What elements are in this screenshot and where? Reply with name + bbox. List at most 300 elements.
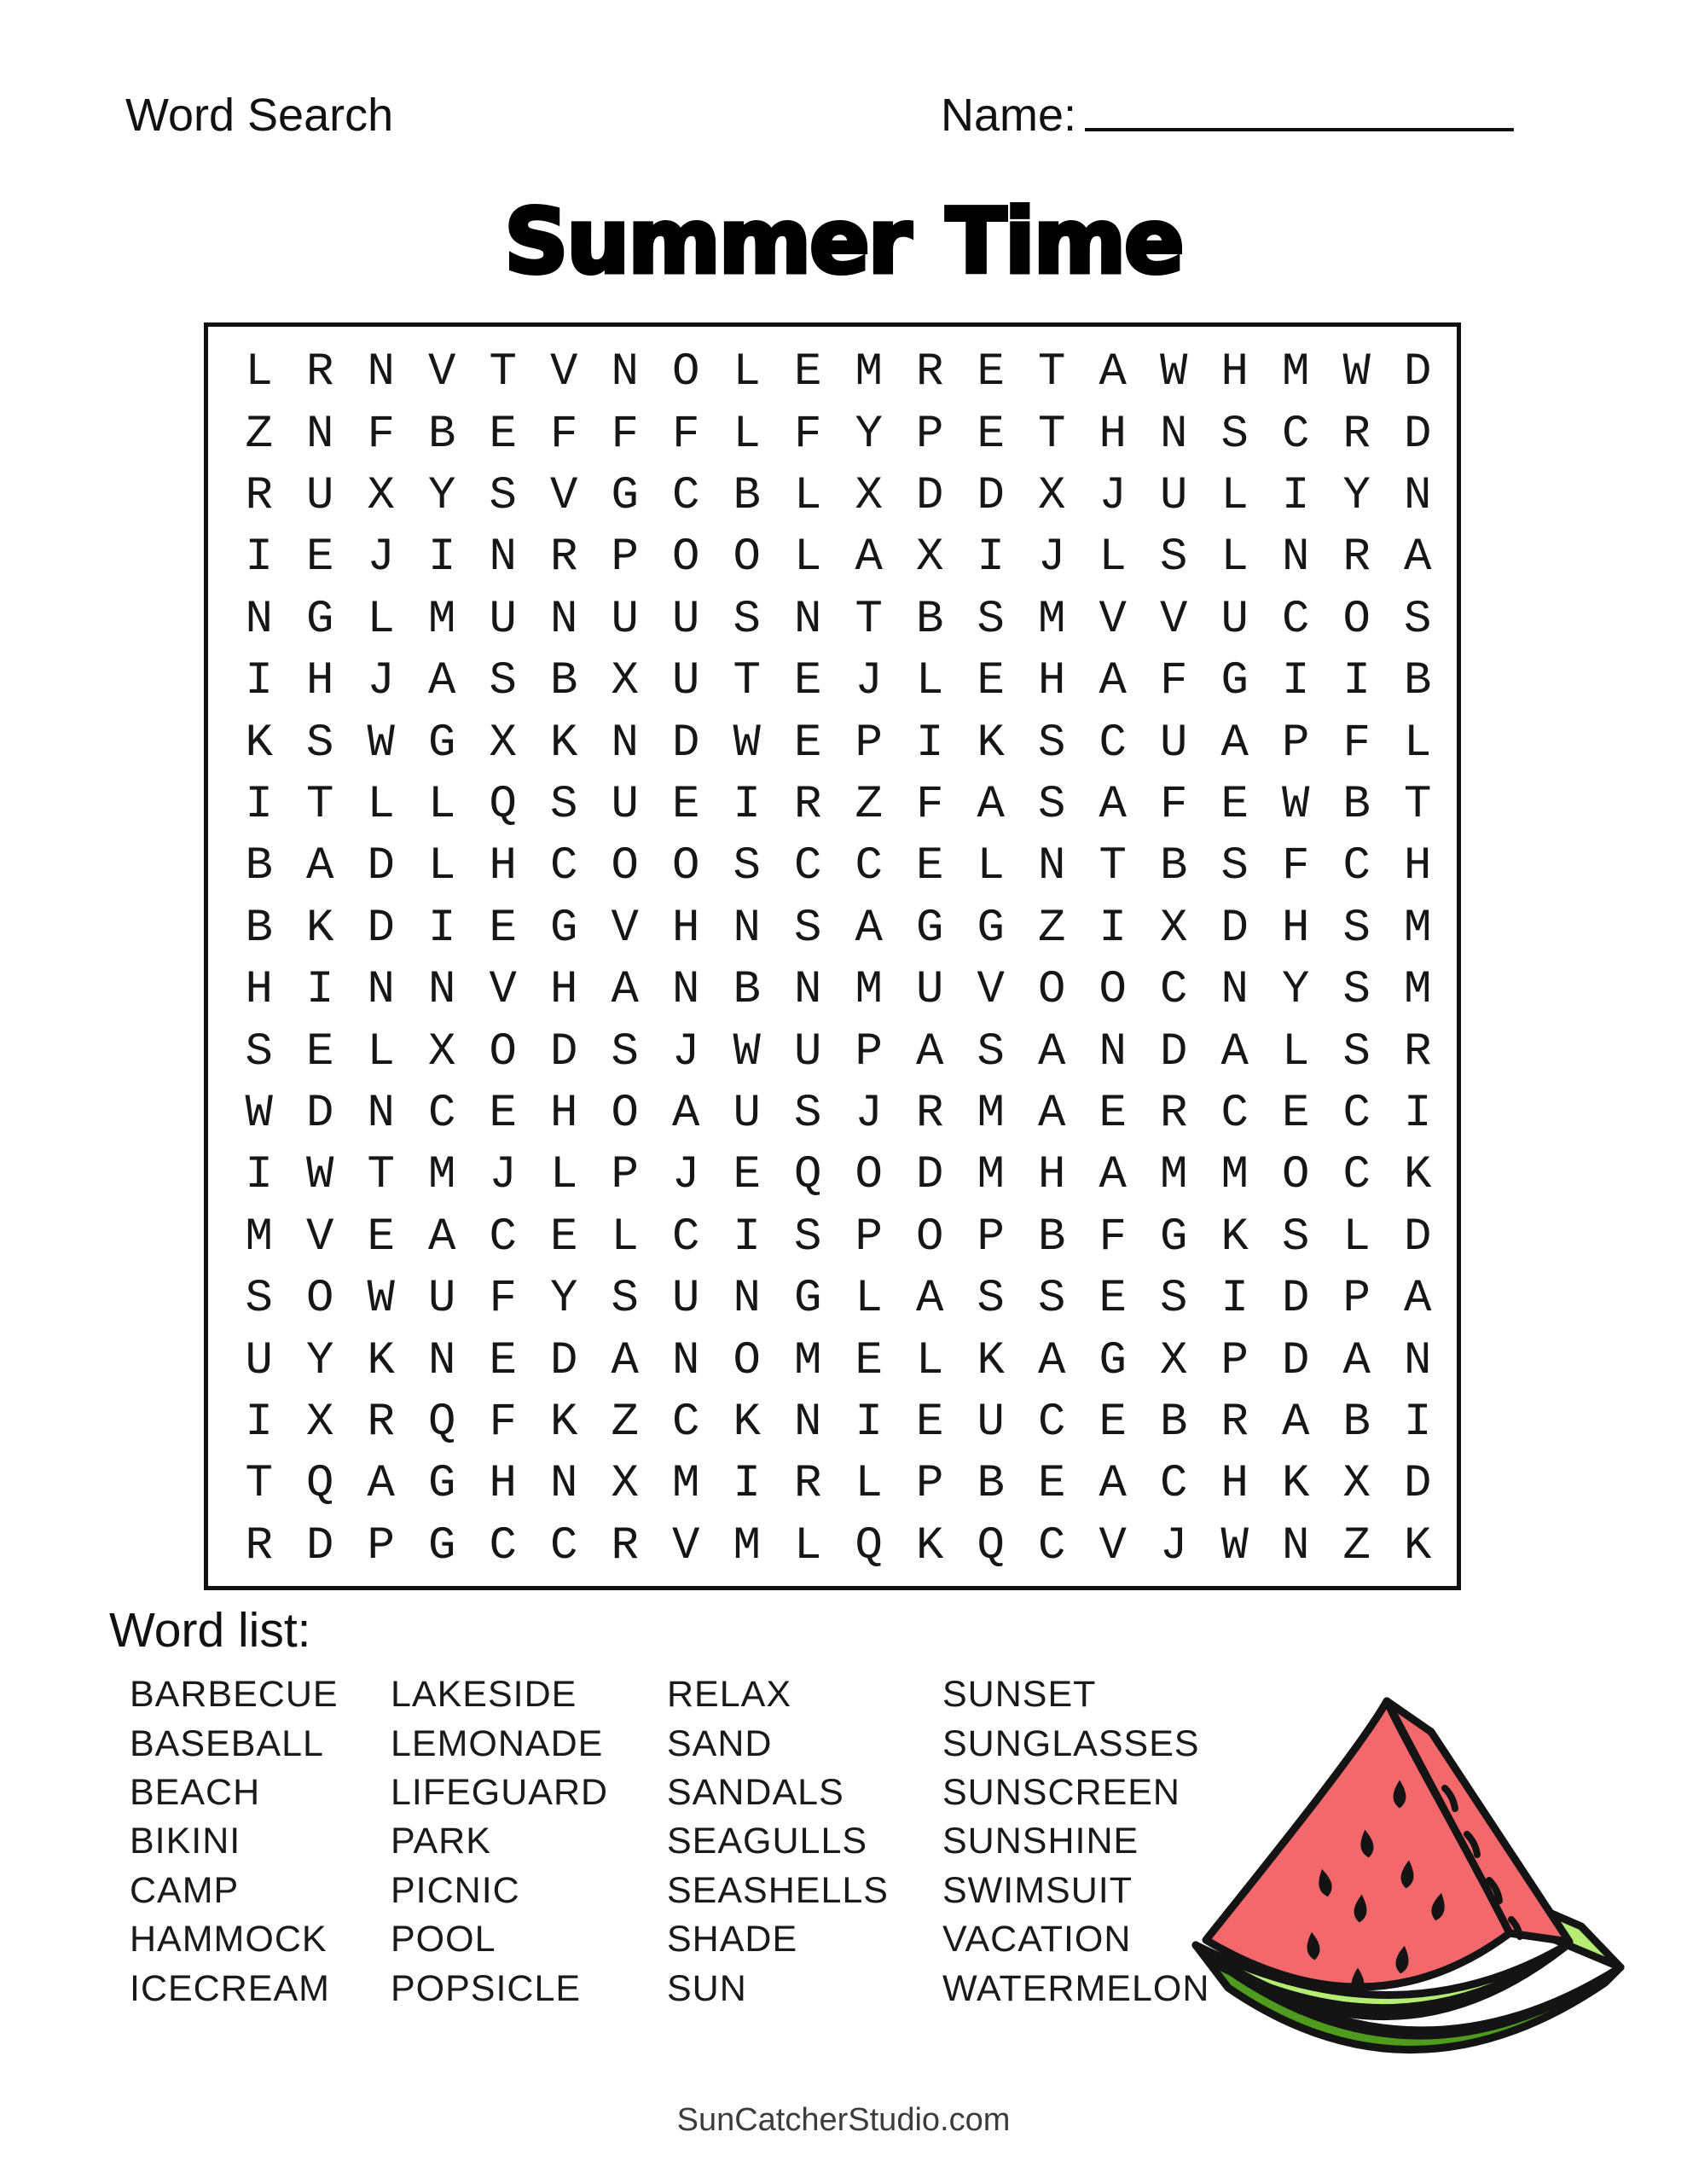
grid-letter: D [367,840,395,893]
grid-letter: K [1404,1519,1432,1572]
grid-letter: L [367,1025,395,1078]
grid-letter: F [489,1273,517,1326]
grid-letter: B [1404,655,1432,708]
grid-letter: S [1220,840,1249,893]
grid-letter: X [428,1025,456,1078]
grid-letter: Q [794,1149,822,1202]
grid-letter: L [794,531,822,584]
grid-letter: H [1282,902,1310,955]
grid-letter: O [1282,1149,1310,1202]
grid-letter: F [367,408,395,461]
grid-letter: R [794,778,822,831]
grid-letter: N [611,717,639,770]
grid-letter: E [916,1396,944,1449]
grid-letter: A [916,1273,944,1326]
grid-letter: F [1160,778,1188,831]
grid-letter: I [1220,1273,1249,1326]
grid-letter: L [916,655,944,708]
grid-letter: R [306,346,334,399]
grid-letter: R [611,1519,639,1572]
grid-letter: C [489,1211,517,1263]
grid-letter: C [672,1211,700,1263]
grid-letter: X [611,1458,639,1511]
grid-letter: H [1220,1458,1249,1511]
grid-letter: D [916,469,944,522]
grid-letter: X [1342,1458,1371,1511]
grid-letter: A [855,902,883,955]
grid-letter: U [794,1025,822,1078]
grid-letter: J [1038,531,1066,584]
grid-letter: G [428,1519,456,1572]
grid-letter: P [1282,717,1310,770]
word-list-item: PARK [391,1821,491,1862]
grid-letter: E [489,408,517,461]
grid-letter: P [1220,1334,1249,1387]
grid-letter: E [794,655,822,708]
grid-letter: B [1038,1211,1066,1263]
grid-letter: E [977,408,1005,461]
grid-letter: X [855,469,883,522]
grid-letter: E [794,346,822,399]
grid-letter: P [1342,1273,1371,1326]
grid-letter: M [1160,1149,1188,1202]
word-list-item: SEAGULLS [667,1821,868,1862]
grid-letter: P [611,531,639,584]
grid-letter: X [611,655,639,708]
grid-letter: U [428,1273,456,1326]
grid-letter: S [245,1025,273,1078]
grid-letter: T [1038,346,1066,399]
grid-letter: M [1404,964,1432,1017]
grid-letter: L [611,1211,639,1263]
grid-letter: I [428,902,456,955]
grid-letter: V [550,469,578,522]
grid-letter: R [245,1519,273,1572]
grid-letter: N [550,593,578,646]
grid-letter: N [550,1458,578,1511]
grid-letter: N [1220,964,1249,1017]
grid-letter: N [672,964,700,1017]
grid-letter: R [1404,1025,1432,1078]
grid-letter: S [977,1273,1005,1326]
grid-letter: A [367,1458,395,1511]
grid-letter: R [1342,408,1371,461]
grid-letter: Q [977,1519,1005,1572]
grid-letter: P [611,1149,639,1202]
grid-letter: I [733,1211,761,1263]
grid-letter: K [977,717,1005,770]
grid-letter: I [1404,1396,1432,1449]
grid-letter: D [1282,1273,1310,1326]
grid-letter: M [1282,346,1310,399]
grid-letter: K [1220,1211,1249,1263]
word-list-item: LAKESIDE [391,1674,577,1716]
grid-letter: T [1404,778,1432,831]
grid-letter: O [672,346,700,399]
grid-letter: D [367,902,395,955]
grid-letter: F [1099,1211,1127,1263]
name-fill-in-line [1085,128,1514,131]
grid-letter: V [977,964,1005,1017]
grid-letter: I [428,531,456,584]
grid-letter: L [1404,717,1432,770]
grid-letter: G [794,1273,822,1326]
grid-letter: N [672,1334,700,1387]
grid-letter: Q [489,778,517,831]
grid-letter: O [733,531,761,584]
grid-letter: Q [306,1458,334,1511]
grid-letter: C [1282,408,1310,461]
grid-letter: J [1160,1519,1188,1572]
grid-letter: W [1160,346,1188,399]
grid-letter: R [1342,531,1371,584]
grid-letter: S [1282,1211,1310,1263]
grid-letter: T [733,655,761,708]
grid-letter: E [977,346,1005,399]
grid-letter: E [1220,778,1249,831]
grid-letter: V [611,902,639,955]
grid-letter: F [550,408,578,461]
grid-letter: N [1099,1025,1127,1078]
grid-letter: G [977,902,1005,955]
grid-letter: K [550,717,578,770]
grid-letter: L [1342,1211,1371,1263]
grid-letter: Y [1282,964,1310,1017]
grid-letter: W [733,717,761,770]
grid-letter: Y [1342,469,1371,522]
grid-letter: I [733,1458,761,1511]
grid-letter: D [306,1087,334,1140]
grid-letter: A [1342,1334,1371,1387]
grid-letter: B [916,593,944,646]
grid-letter: I [245,1149,273,1202]
word-list-column [391,1670,608,2013]
grid-letter: T [367,1149,395,1202]
grid-letter: X [916,531,944,584]
grid-letter: N [306,408,334,461]
grid-letter: F [611,408,639,461]
grid-letter: X [1160,1334,1188,1387]
watermelon-slice-icon [1184,1687,1648,2056]
grid-letter: O [611,1087,639,1140]
grid-letter: N [428,1334,456,1387]
site-credit: SunCatcherStudio.com [676,2102,1011,2138]
grid-letter: C [855,840,883,893]
grid-letter: U [245,1334,273,1387]
grid-letter: M [733,1519,761,1572]
grid-letter: E [1282,1087,1310,1140]
word-list-column [130,1670,339,2013]
grid-letter: A [672,1087,700,1140]
grid-letter: N [733,1273,761,1326]
grid-letter: H [1099,408,1127,461]
grid-letter: S [550,778,578,831]
grid-letter: L [1099,531,1127,584]
grid-letter: L [855,1273,883,1326]
grid-letter: A [428,1211,456,1263]
grid-letter: B [1342,1396,1371,1449]
grid-letter: U [977,1396,1005,1449]
grid-letter: G [916,902,944,955]
grid-letter: I [245,778,273,831]
grid-letter: A [1099,1149,1127,1202]
grid-letter: R [1160,1087,1188,1140]
grid-letter: D [1282,1334,1310,1387]
word-list-item: BASEBALL [130,1722,324,1764]
grid-letter: F [1282,840,1310,893]
grid-letter: C [1342,1149,1371,1202]
grid-letter: C [672,469,700,522]
grid-letter: A [1099,346,1127,399]
grid-letter: K [550,1396,578,1449]
grid-letter: V [1099,1519,1127,1572]
grid-letter: T [306,778,334,831]
grid-letter: O [916,1211,944,1263]
grid-letter: N [1404,469,1432,522]
grid-letter: L [428,840,456,893]
grid-letter: S [794,1211,822,1263]
name-label: Name: [941,90,1077,141]
grid-letter: N [367,1087,395,1140]
grid-letter: M [855,964,883,1017]
grid-letter: P [855,717,883,770]
grid-letter: C [428,1087,456,1140]
grid-letter: S [977,1025,1005,1078]
word-list-item: PICNIC [391,1869,520,1911]
word-list-item: WATERMELON [942,1967,1210,2009]
grid-letter: U [611,593,639,646]
grid-letter: J [367,531,395,584]
grid-letter: Z [245,408,273,461]
grid-letter: N [428,964,456,1017]
grid-letter: S [1038,1273,1066,1326]
grid-letter: O [1099,964,1127,1017]
grid-letter: H [245,964,273,1017]
grid-letter: S [1342,964,1371,1017]
grid-letter: K [1404,1149,1432,1202]
grid-letter: C [1342,1087,1371,1140]
grid-letter: L [794,469,822,522]
grid-letter: G [306,593,334,646]
grid-letter: E [1038,1458,1066,1511]
word-list-item: RELAX [667,1674,792,1716]
grid-letter: B [245,840,273,893]
grid-letter: F [489,1396,517,1449]
grid-letter: H [1038,655,1066,708]
grid-letter: A [977,778,1005,831]
grid-letter: P [855,1211,883,1263]
grid-letter: O [672,840,700,893]
grid-letter: Z [1038,902,1066,955]
grid-letter: N [1282,1519,1310,1572]
grid-letter: W [306,1149,334,1202]
grid-letter: J [489,1149,517,1202]
word-list-item: POOL [391,1919,496,1960]
grid-letter: D [1160,1025,1188,1078]
grid-letter: C [1342,840,1371,893]
grid-letter: N [611,346,639,399]
grid-letter: J [855,655,883,708]
grid-letter: I [1342,655,1371,708]
grid-letter: M [1220,1149,1249,1202]
grid-letter: U [672,1273,700,1326]
word-list-item: SWIMSUIT [942,1869,1133,1911]
grid-letter: N [1404,1334,1432,1387]
grid-letter: N [794,1396,822,1449]
grid-letter: I [245,655,273,708]
grid-letter: C [550,840,578,893]
grid-letter: W [367,1273,395,1326]
grid-letter: S [1342,1025,1371,1078]
grid-letter: I [855,1396,883,1449]
doc-type-label: Word Search [125,90,394,141]
grid-letter: X [1038,469,1066,522]
grid-letter: Q [855,1519,883,1572]
grid-letter: W [1282,778,1310,831]
grid-letter: G [611,469,639,522]
grid-letter: A [428,655,456,708]
grid-letter: J [672,1149,700,1202]
grid-letter: L [367,593,395,646]
grid-letter: E [489,1334,517,1387]
grid-letter: A [916,1025,944,1078]
grid-letter: L [1220,469,1249,522]
grid-letter: E [672,778,700,831]
grid-letter: E [550,1211,578,1263]
grid-letter: I [1404,1087,1432,1140]
grid-letter: A [1220,1025,1249,1078]
grid-letter: T [489,346,517,399]
grid-letter: N [245,593,273,646]
grid-letter: B [428,408,456,461]
grid-letter: Z [611,1396,639,1449]
grid-letter: D [916,1149,944,1202]
grid-letter: B [245,902,273,955]
grid-letter: M [428,593,456,646]
grid-letter: M [245,1211,273,1263]
grid-letter: P [977,1211,1005,1263]
word-list-item: SUNSET [942,1674,1097,1716]
grid-letter: Y [855,408,883,461]
grid-letter: V [1160,593,1188,646]
grid-letter: O [733,1334,761,1387]
grid-letter: K [306,902,334,955]
grid-letter: S [1038,717,1066,770]
grid-letter: U [672,593,700,646]
grid-letter: V [306,1211,334,1263]
grid-letter: Y [550,1273,578,1326]
grid-letter: D [672,717,700,770]
grid-letter: C [672,1396,700,1449]
grid-letter: I [1099,902,1127,955]
grid-letter: F [1342,717,1371,770]
flesh-main-face [1206,1701,1510,1987]
grid-letter: O [855,1149,883,1202]
word-list-item: SEASHELLS [667,1869,889,1911]
grid-letter: E [855,1334,883,1387]
grid-letter: W [245,1087,273,1140]
grid-letter: I [916,717,944,770]
word-list-item: LIFEGUARD [391,1771,609,1813]
grid-letter: M [977,1087,1005,1140]
grid-letter: N [794,964,822,1017]
word-list-item: BARBECUE [130,1674,339,1716]
grid-letter: H [306,655,334,708]
word-list-item: SUN [667,1967,747,2009]
grid-letter: U [1160,717,1188,770]
grid-letter: C [1160,964,1188,1017]
grid-letter: R [794,1458,822,1511]
grid-letter: I [245,1396,273,1449]
grid-letter: U [1220,593,1249,646]
grid-letter: A [1404,531,1432,584]
word-list-column [942,1670,1209,2013]
grid-letter: C [550,1519,578,1572]
grid-letter: V [550,346,578,399]
grid-letter: I [977,531,1005,584]
grid-letter: C [1099,717,1127,770]
grid-letter: G [428,1458,456,1511]
grid-letter: S [611,1025,639,1078]
grid-letter: A [1038,1334,1066,1387]
grid-letter: K [733,1396,761,1449]
grid-letter: G [1099,1334,1127,1387]
grid-letter: R [245,469,273,522]
grid-letter: D [977,469,1005,522]
word-list-item: ICECREAM [130,1967,330,2009]
grid-letter: X [306,1396,334,1449]
grid-letter: U [672,655,700,708]
grid-letter: M [794,1334,822,1387]
grid-letter: D [1220,902,1249,955]
grid-letter: T [245,1458,273,1511]
grid-letter: E [1099,1273,1127,1326]
grid-letter: E [367,1211,395,1263]
grid-letter: C [1038,1396,1066,1449]
word-list-item: POPSICLE [391,1967,582,2009]
grid-letter: N [367,346,395,399]
grid-letter: S [489,469,517,522]
grid-letter: K [1282,1458,1310,1511]
grid-letter: L [1220,531,1249,584]
grid-letter: S [489,655,517,708]
grid-letter: B [550,655,578,708]
grid-letter: R [916,346,944,399]
grid-letter: H [550,964,578,1017]
word-list-item: SAND [667,1722,773,1764]
grid-letter: W [1342,346,1371,399]
grid-letter: U [611,778,639,831]
grid-letter: C [489,1519,517,1572]
grid-letter: M [672,1458,700,1511]
grid-letter: L [550,1149,578,1202]
grid-letter: S [1220,408,1249,461]
grid-letter: N [794,593,822,646]
grid-letter: L [1282,1025,1310,1078]
grid-letter: E [977,655,1005,708]
grid-letter: T [1099,840,1127,893]
word-list-item: SANDALS [667,1771,844,1813]
grid-letter: V [489,964,517,1017]
grid-letter: P [916,1458,944,1511]
grid-letter: M [428,1149,456,1202]
grid-letter: S [733,593,761,646]
word-list-item: BIKINI [130,1821,241,1862]
grid-letter: L [916,1334,944,1387]
grid-letter: L [733,408,761,461]
grid-letter: K [916,1519,944,1572]
grid-letter: G [428,717,456,770]
